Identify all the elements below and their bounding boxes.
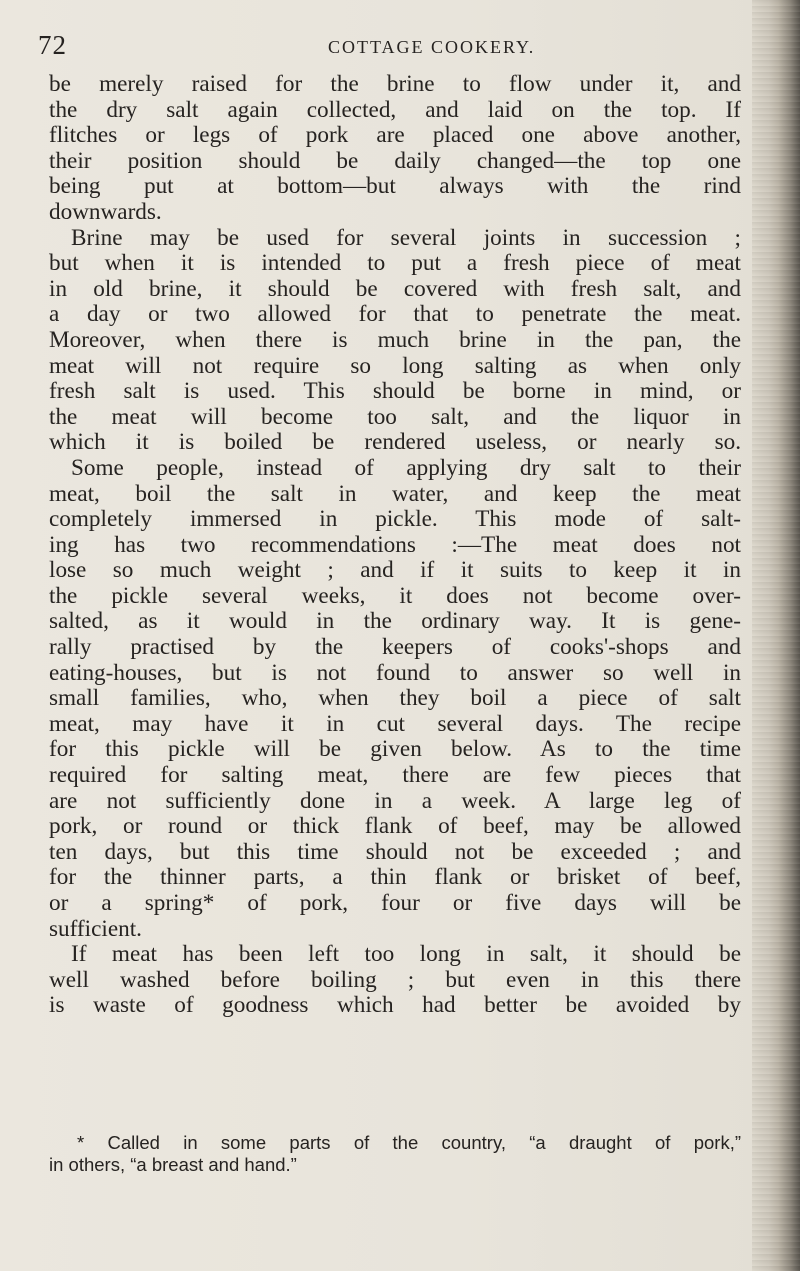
- text-line: lose so much weight ; and if it suits to keep it in: [49, 557, 741, 584]
- running-title: COTTAGE COOKERY.: [328, 37, 536, 57]
- text-line: flitches or legs of pork are placed one above another,: [49, 122, 741, 149]
- text-line: are not sufficiently done in a week. A large leg of: [49, 787, 741, 814]
- text-line: the pickle several weeks, it does not become over-: [49, 582, 741, 609]
- text-line: for the thinner parts, a thin flank or brisket of beef,: [49, 864, 741, 891]
- text-line: completely immersed in pickle. This mode of salt-: [49, 506, 741, 533]
- page-number: 72: [38, 30, 67, 60]
- paragraph-start-line: Some people, instead of applying dry salt to their: [71, 454, 741, 481]
- text-line: their position should be daily changed—the top one: [49, 147, 741, 174]
- footnote: [49, 1132, 741, 1176]
- text-line: fresh salt is used. This should be borne in mind, or: [49, 378, 741, 405]
- footnote-line: * Called in some parts of the country, “a draught of pork,”: [77, 1132, 741, 1153]
- text-line: for this pickle will be given below. As to the time: [49, 736, 741, 763]
- text-line: meat, may have it in cut several days. The recipe: [49, 710, 741, 737]
- page-edge-shadow: [752, 0, 800, 1271]
- text-line: sufficient.: [49, 915, 142, 942]
- text-line: rally practised by the keepers of cooks'-shops and: [49, 634, 741, 661]
- text-line: small families, who, when they boil a piece of salt: [49, 685, 741, 712]
- footnote-line: in others, “a breast and hand.”: [49, 1154, 297, 1175]
- text-line: is waste of goodness which had better be avoided by: [49, 992, 741, 1019]
- running-head: [38, 30, 738, 64]
- text-line: meat will not require so long salting as when only: [49, 352, 741, 379]
- body-text: [49, 72, 741, 1019]
- text-line: pork, or round or thick flank of beef, may be allowed: [49, 813, 741, 840]
- text-line: ten days, but this time should not be exceeded ; and: [49, 838, 741, 865]
- text-line: the dry salt again collected, and laid on the top. If: [49, 96, 741, 123]
- paragraph-start-line: Brine may be used for several joints in succession ;: [71, 224, 741, 251]
- paragraph-start-line: If meat has been left too long in salt, it should be: [71, 941, 741, 968]
- text-line: which it is boiled be rendered useless, or nearly so.: [49, 429, 741, 456]
- text-line: being put at bottom—but always with the rind: [49, 173, 741, 200]
- text-line: ing has two recommendations :—The meat does not: [49, 531, 741, 558]
- text-line: eating-houses, but is not found to answer so well in: [49, 659, 741, 686]
- text-line: be merely raised for the brine to flow under it, and: [49, 71, 741, 97]
- text-line: salted, as it would in the ordinary way. It is gene-: [49, 608, 741, 635]
- text-line: well washed before boiling ; but even in this there: [49, 966, 741, 993]
- text-line: required for salting meat, there are few pieces that: [49, 762, 741, 789]
- text-line: downwards.: [49, 198, 162, 225]
- text-line: but when it is intended to put a fresh piece of meat: [49, 250, 741, 277]
- text-line: in old brine, it should be covered with fresh salt, and: [49, 275, 741, 302]
- text-line: a day or two allowed for that to penetrate the meat.: [49, 301, 741, 328]
- text-line: the meat will become too salt, and the liquor in: [49, 403, 741, 430]
- text-line: or a spring* of pork, four or five days will be: [49, 890, 741, 916]
- text-line: meat, boil the salt in water, and keep the meat: [49, 480, 741, 507]
- text-line: Moreover, when there is much brine in the pan, the: [49, 326, 741, 353]
